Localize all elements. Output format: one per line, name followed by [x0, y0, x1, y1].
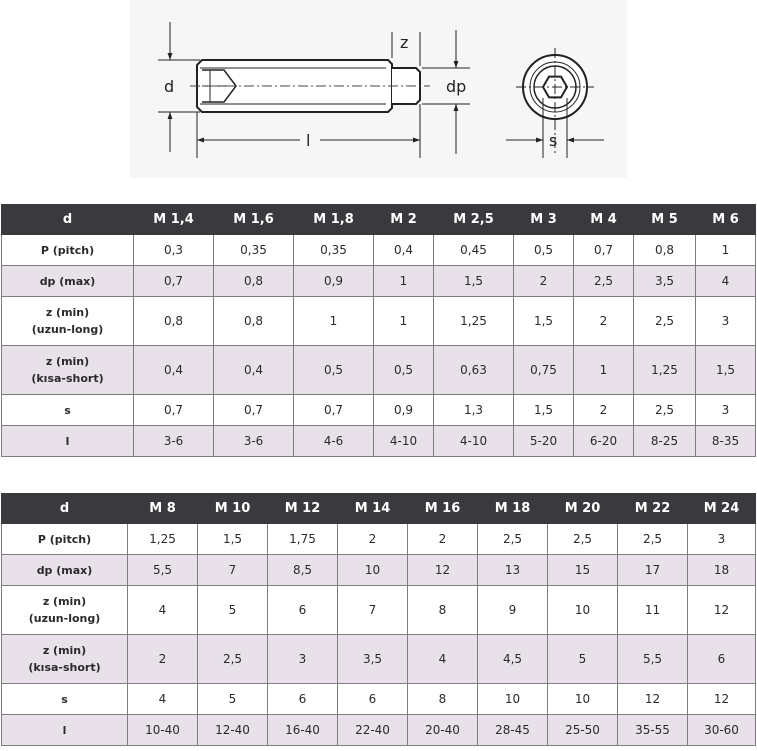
table-cell: 0,75: [514, 346, 574, 395]
table-cell: 2,5: [198, 635, 268, 684]
row-label-line: P (pitch): [40, 243, 95, 257]
table-cell: 1: [696, 235, 756, 266]
table-cell: 12-40: [198, 715, 268, 746]
row-label: [2, 715, 128, 746]
table-cell: 25-50: [548, 715, 618, 746]
header-cell-size: M 12: [268, 494, 338, 524]
table-cell: 0,7: [294, 395, 374, 426]
table-cell: 0,7: [134, 266, 214, 297]
table-cell: 0,5: [514, 235, 574, 266]
table-row: [2, 426, 756, 457]
spec-table-large: [1, 493, 756, 746]
table-cell: 6-20: [574, 426, 634, 457]
table-cell: 0,9: [294, 266, 374, 297]
table-cell: 4-6: [294, 426, 374, 457]
label-z: z: [400, 33, 409, 52]
header-cell-size: M 22: [618, 494, 688, 524]
table-cell: 12: [688, 684, 756, 715]
table-row: [2, 266, 756, 297]
table-cell: 4: [128, 586, 198, 635]
table-row: [2, 555, 756, 586]
table-cell: 10: [548, 586, 618, 635]
table-cell: 2: [574, 395, 634, 426]
header-cell-size: M 1,4: [134, 205, 214, 235]
table-cell: 0,7: [574, 235, 634, 266]
table-cell: 8: [408, 684, 478, 715]
header-cell-size: M 10: [198, 494, 268, 524]
row-label: [2, 684, 128, 715]
row-label-line: z (min): [42, 644, 87, 657]
table-cell: 4: [696, 266, 756, 297]
table-cell: 2: [338, 524, 408, 555]
table-cell: 5,5: [128, 555, 198, 586]
table-cell: 11: [618, 586, 688, 635]
table-cell: 1: [574, 346, 634, 395]
row-label: [2, 524, 128, 555]
table-cell: 22-40: [338, 715, 408, 746]
table-cell: 7: [198, 555, 268, 586]
table-cell: 0,3: [134, 235, 214, 266]
table-row: [2, 586, 756, 635]
table-cell: 0,4: [374, 235, 434, 266]
table-cell: 0,8: [134, 297, 214, 346]
table-cell: 1,5: [514, 395, 574, 426]
table-cell: 10: [548, 684, 618, 715]
table-cell: 2,5: [574, 266, 634, 297]
header-cell-size: M 5: [634, 205, 696, 235]
row-label: [2, 235, 134, 266]
table-cell: 15: [548, 555, 618, 586]
table-cell: 10: [338, 555, 408, 586]
header-cell-size: M 8: [128, 494, 198, 524]
table-cell: 2,5: [618, 524, 688, 555]
header-cell-size: M 24: [688, 494, 756, 524]
table-cell: 1,25: [634, 346, 696, 395]
table-cell: 13: [478, 555, 548, 586]
label-dp: dp: [446, 77, 467, 96]
table-cell: 8,5: [268, 555, 338, 586]
table-cell: 1,5: [696, 346, 756, 395]
table-cell: 8-35: [696, 426, 756, 457]
table-cell: 35-55: [618, 715, 688, 746]
table-cell: 0,4: [214, 346, 294, 395]
table-cell: 6: [688, 635, 756, 684]
table-cell: 2,5: [548, 524, 618, 555]
row-label: [2, 395, 134, 426]
table-cell: 2: [574, 297, 634, 346]
table-cell: 5: [548, 635, 618, 684]
table-cell: 3-6: [134, 426, 214, 457]
row-label-line: l: [62, 723, 67, 737]
label-s: s: [549, 131, 558, 150]
table-row: [2, 684, 756, 715]
row-label-line: dp (max): [36, 563, 93, 577]
table-cell: 9: [478, 586, 548, 635]
table-cell: 10-40: [128, 715, 198, 746]
table-cell: 0,4: [134, 346, 214, 395]
table-row: [2, 524, 756, 555]
header-cell-size: M 2,5: [434, 205, 514, 235]
table-cell: 4: [128, 684, 198, 715]
table-cell: 3: [696, 297, 756, 346]
row-label-line: (uzun-long): [31, 323, 104, 336]
table-cell: 2: [514, 266, 574, 297]
table-cell: 4,5: [478, 635, 548, 684]
header-cell-size: M 16: [408, 494, 478, 524]
table-cell: 2: [128, 635, 198, 684]
header-cell-size: M 20: [548, 494, 618, 524]
table-cell: 8: [408, 586, 478, 635]
table-cell: 4-10: [434, 426, 514, 457]
table-cell: 1,3: [434, 395, 514, 426]
table-cell: 3,5: [634, 266, 696, 297]
row-label-line: (kısa-short): [28, 661, 101, 674]
table-cell: 3: [696, 395, 756, 426]
row-label: [2, 586, 128, 635]
row-label-line: dp (max): [39, 274, 96, 288]
technical-drawing: [130, 0, 627, 178]
row-label: [2, 346, 134, 395]
row-label-line: (kısa-short): [31, 372, 104, 385]
header-cell-size: M 2: [374, 205, 434, 235]
table-cell: 0,7: [134, 395, 214, 426]
table-cell: 30-60: [688, 715, 756, 746]
row-label-line: s: [64, 403, 71, 417]
table-cell: 3: [268, 635, 338, 684]
table-row: [2, 715, 756, 746]
table-cell: 0,8: [634, 235, 696, 266]
header-cell-size: M 4: [574, 205, 634, 235]
header-cell-size: M 14: [338, 494, 408, 524]
table-cell: 1,5: [434, 266, 514, 297]
header-cell-d: d: [2, 205, 134, 235]
header-cell-size: M 1,6: [214, 205, 294, 235]
table-cell: 1,75: [268, 524, 338, 555]
table-cell: 12: [618, 684, 688, 715]
row-label-line: z (min): [45, 306, 90, 319]
row-label-line: s: [61, 692, 68, 706]
table-cell: 3-6: [214, 426, 294, 457]
table-cell: 5,5: [618, 635, 688, 684]
label-d: d: [164, 77, 175, 96]
table-row: [2, 235, 756, 266]
table-cell: 2: [408, 524, 478, 555]
table-cell: 12: [688, 586, 756, 635]
row-label: [2, 297, 134, 346]
table-cell: 5-20: [514, 426, 574, 457]
table-row: [2, 395, 756, 426]
table-cell: 0,7: [214, 395, 294, 426]
table-cell: 1,5: [514, 297, 574, 346]
row-label-line: z (min): [45, 355, 90, 368]
table-row: [2, 635, 756, 684]
table-cell: 1,5: [198, 524, 268, 555]
table-cell: 16-40: [268, 715, 338, 746]
table-cell: 0,63: [434, 346, 514, 395]
table-cell: 1,25: [434, 297, 514, 346]
set-screw-diagram: [130, 0, 627, 178]
row-label-line: z (min): [42, 595, 87, 608]
table-cell: 6: [268, 684, 338, 715]
table-cell: 2,5: [478, 524, 548, 555]
table-row: [2, 297, 756, 346]
table-cell: 0,9: [374, 395, 434, 426]
table-cell: 3,5: [338, 635, 408, 684]
row-label: [2, 635, 128, 684]
table-header-row: [2, 494, 756, 524]
table-cell: 0,8: [214, 266, 294, 297]
table-cell: 1: [374, 297, 434, 346]
table-row: [2, 346, 756, 395]
row-label: [2, 266, 134, 297]
table-cell: 4-10: [374, 426, 434, 457]
table-cell: 5: [198, 586, 268, 635]
table-cell: 17: [618, 555, 688, 586]
table-cell: 8-25: [634, 426, 696, 457]
header-cell-size: M 1,8: [294, 205, 374, 235]
table-cell: 28-45: [478, 715, 548, 746]
row-label-line: l: [65, 434, 70, 448]
table-cell: 7: [338, 586, 408, 635]
table-cell: 2,5: [634, 297, 696, 346]
table-cell: 12: [408, 555, 478, 586]
header-cell-size: M 18: [478, 494, 548, 524]
header-cell-size: M 6: [696, 205, 756, 235]
table-cell: 1: [374, 266, 434, 297]
table-cell: 0,45: [434, 235, 514, 266]
spec-table-small: [1, 204, 756, 457]
table-cell: 0,8: [214, 297, 294, 346]
table-cell: 20-40: [408, 715, 478, 746]
table-cell: 3: [688, 524, 756, 555]
table-cell: 0,5: [374, 346, 434, 395]
row-label-line: P (pitch): [37, 532, 92, 546]
label-l: l: [306, 131, 311, 150]
table-cell: 18: [688, 555, 756, 586]
header-cell-size: M 3: [514, 205, 574, 235]
table-cell: 1: [294, 297, 374, 346]
table-cell: 4: [408, 635, 478, 684]
table-cell: 6: [268, 586, 338, 635]
table-cell: 10: [478, 684, 548, 715]
table-cell: 0,5: [294, 346, 374, 395]
row-label-line: (uzun-long): [28, 612, 101, 625]
table-cell: 0,35: [214, 235, 294, 266]
header-cell-d: d: [2, 494, 128, 524]
row-label: [2, 426, 134, 457]
table-cell: 5: [198, 684, 268, 715]
table-cell: 2,5: [634, 395, 696, 426]
row-label: [2, 555, 128, 586]
table-header-row: [2, 205, 756, 235]
table-cell: 1,25: [128, 524, 198, 555]
table-cell: 0,35: [294, 235, 374, 266]
table-cell: 6: [338, 684, 408, 715]
